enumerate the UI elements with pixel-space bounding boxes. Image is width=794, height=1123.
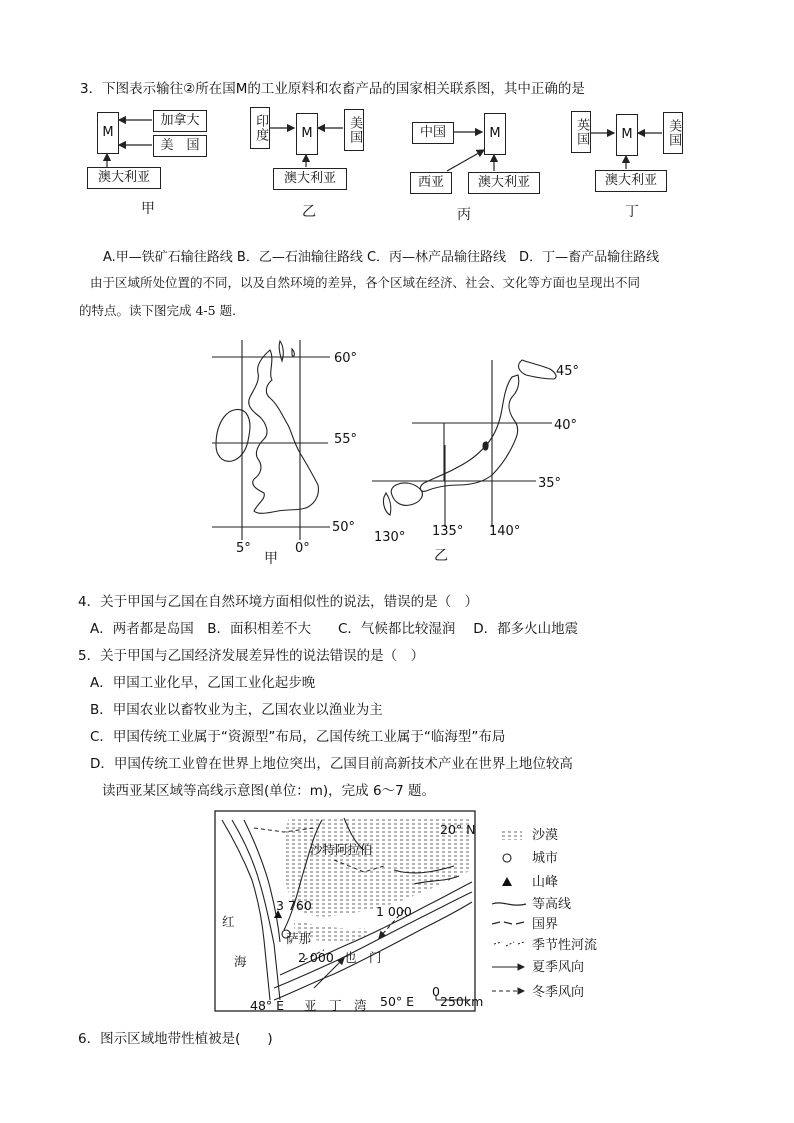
- country-box: 美国: [663, 112, 683, 154]
- question-5-option-a: A．甲国工业化早，乙国工业化起步晚: [90, 675, 316, 691]
- m-box: M: [97, 112, 119, 154]
- diagram-label: 丙: [457, 207, 471, 223]
- lon-label: 140°: [489, 524, 521, 539]
- label-peak-height: 3 760: [276, 898, 312, 913]
- lat-label: 55°: [334, 432, 358, 447]
- question-5-stem: 5．关于甲国与乙国经济发展差异性的说法错误的是（ ）: [78, 648, 425, 664]
- map-west-asia: [214, 810, 614, 1015]
- label-red: 红: [222, 914, 235, 929]
- question-3-stem: 3．下图表示输往②所在国M的工业原料和农畜产品的国家相关联系图，其中正确的是: [80, 81, 585, 97]
- lon-label: 0°: [295, 541, 310, 556]
- label-saudi-arabia: 沙特阿拉伯: [310, 842, 373, 857]
- q3-arrows: [0, 0, 794, 230]
- diagram-label: 甲: [141, 201, 155, 217]
- legend-desert: 沙漠: [532, 828, 559, 843]
- question-4-options: A．两者都是岛国 B．面积相差不大 C．气候都比较湿润 D．都多火山地震: [90, 621, 579, 637]
- country-box: 澳大利亚: [87, 167, 161, 189]
- lon-label: 130°: [374, 530, 406, 545]
- country-box: 美 国: [153, 135, 207, 157]
- label-scale: 250km: [440, 994, 484, 1009]
- lon-label: 5°: [236, 541, 251, 556]
- legend-peak: 山峰: [532, 875, 559, 890]
- label-gulf-of-aden: 亚 丁 湾: [304, 998, 367, 1013]
- label-sanaa: 萨那: [286, 931, 312, 946]
- lon-label: 135°: [432, 524, 464, 539]
- diagram-label: 乙: [302, 204, 316, 220]
- question-6-stem: 6．图示区域地带性植被是( ): [78, 1031, 273, 1047]
- legend-winter-wind: 冬季风向: [532, 985, 585, 1000]
- lat-label: 50°: [332, 520, 356, 535]
- country-box: 西亚: [410, 172, 452, 194]
- country-box: 印度: [250, 107, 270, 149]
- m-box: M: [484, 113, 506, 155]
- legend-border: 国界: [532, 917, 559, 932]
- map-label-yi: 乙: [434, 548, 448, 564]
- legend: [492, 830, 526, 991]
- label-lat-20: 20° N: [440, 822, 476, 837]
- intro-6-7: 读西亚某区域等高线示意图(单位：m)，完成 6～7 题。: [102, 783, 435, 799]
- label-scale-zero: 0: [432, 984, 440, 999]
- m-box: M: [616, 114, 638, 156]
- country-box: 澳大利亚: [468, 172, 540, 194]
- lat-label: 45°: [556, 364, 580, 379]
- map-label-jia: 甲: [264, 551, 278, 567]
- intro-4-5-line2: 的特点。读下图完成 4-5 题.: [79, 303, 237, 318]
- question-3-options: A.甲—铁矿石输往路线 B．乙—石油输往路线 C．丙—林产品输往路线 D．丁—畜产品输往路线: [103, 250, 660, 265]
- question-5-option-d: D．甲国传统工业曾在世界上地位突出，乙国目前高新技术产业在世界上地位较高: [90, 756, 573, 772]
- diagram-label: 丁: [625, 204, 639, 220]
- label-yemen: 也 门: [344, 950, 382, 965]
- legend-city: 城市: [532, 851, 559, 866]
- country-box: 澳大利亚: [595, 170, 667, 192]
- country-box: 中国: [412, 122, 454, 144]
- lat-label: 40°: [554, 418, 578, 433]
- m-box: M: [296, 113, 318, 155]
- label-contour-2000: 2 000: [298, 950, 334, 965]
- legend-contour: 等高线: [532, 897, 572, 912]
- question-5-option-c: C．甲国传统工业属于“资源型”布局，乙国传统工业属于“临海型”布局: [90, 729, 506, 745]
- country-box: 加拿大: [153, 110, 207, 132]
- label-lon-50: 50° E: [380, 994, 415, 1009]
- label-lon-48: 48° E: [250, 998, 285, 1013]
- lat-label: 35°: [538, 476, 562, 491]
- map-uk-japan: [200, 335, 600, 570]
- question-4-stem: 4．关于甲国与乙国在自然环境方面相似性的说法，错误的是（ ）: [78, 594, 479, 610]
- legend-summer-wind: 夏季风向: [532, 960, 585, 975]
- label-sea: 海: [234, 954, 247, 969]
- country-box: 澳大利亚: [273, 168, 347, 190]
- intro-4-5-line1: 由于区域所处位置的不同，以及自然环境的差异，各个区域在经济、社会、文化等方面也呈现出不同: [90, 275, 641, 290]
- legend-seasonal-river: 季节性河流: [532, 938, 598, 953]
- country-box: 英国: [571, 111, 591, 153]
- lat-label: 60°: [334, 351, 358, 366]
- label-contour-1000: 1 000: [376, 904, 412, 919]
- question-5-option-b: B．甲国农业以畜牧业为主，乙国农业以渔业为主: [90, 702, 383, 718]
- country-box: 美国: [344, 109, 364, 151]
